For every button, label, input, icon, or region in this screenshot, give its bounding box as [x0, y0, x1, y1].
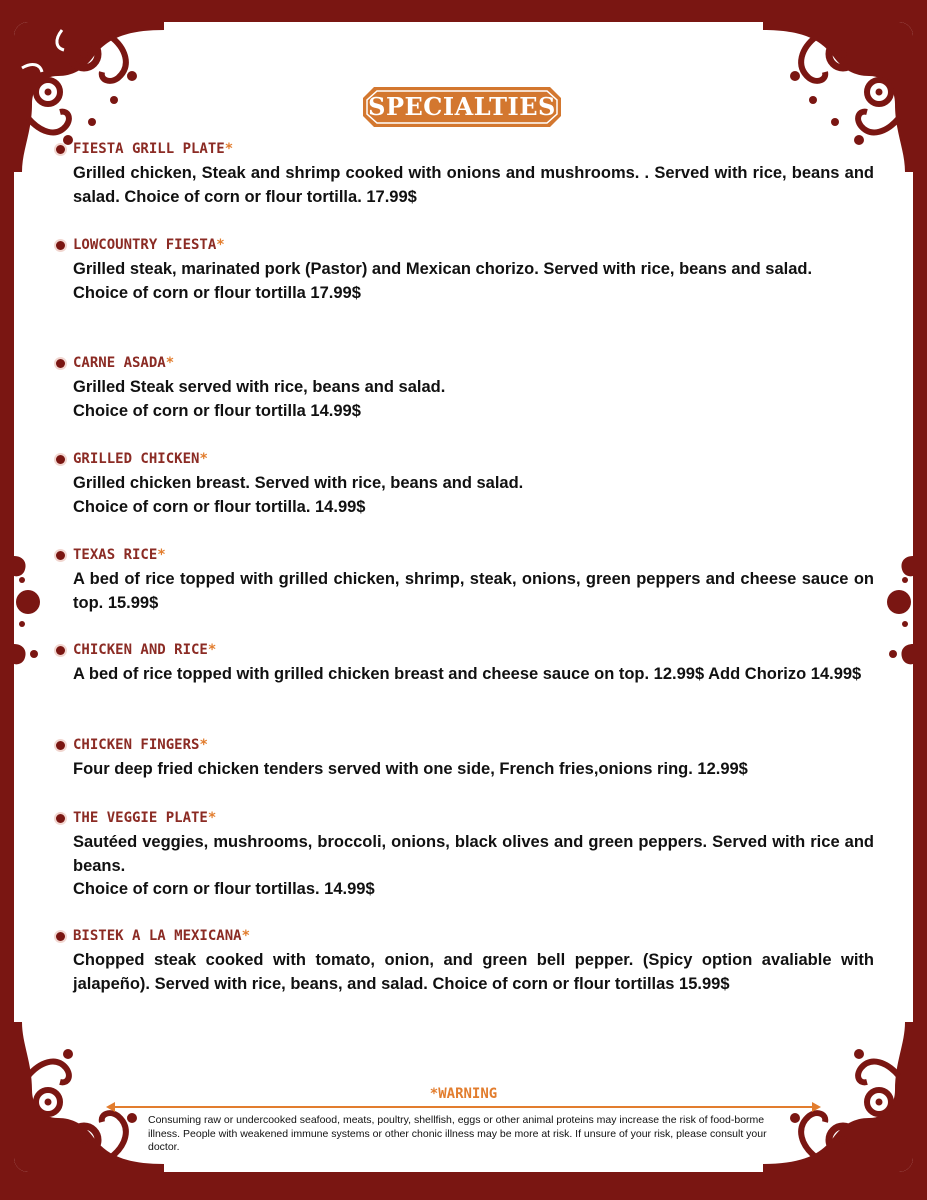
menu-item-title [73, 236, 225, 254]
menu-item-title [73, 354, 174, 372]
description-line: Grilled steak, marinated pork (Pastor) and Mexican chorizo. Served with rice, beans and salad. [73, 260, 813, 278]
description-line: Chopped steak cooked with tomato, onion, and green bell pepper. (Spicy option avaliable with jalapeño). Served with rice, beans, and salad. Choice of corn or flour tortillas 15.99$ [73, 951, 874, 993]
menu-page [14, 22, 913, 1172]
menu-item-name: CHICKEN AND RICE [73, 642, 208, 658]
menu-item-name: THE VEGGIE PLATE [73, 810, 208, 826]
warning-title: *WARNING [429, 1086, 498, 1102]
asterisk-mark: * [199, 737, 208, 753]
allergy-warning [106, 1086, 821, 1160]
asterisk-mark: * [207, 810, 217, 826]
bullet-icon [56, 551, 65, 560]
menu-item-name: TEXAS RICE [73, 547, 158, 563]
description-line: Four deep fried chicken tenders served with one side, French fries,onions ring. 12.99$ [73, 760, 748, 778]
description-line: Grilled chicken, Steak and shrimp cooked with onions and mushrooms. . Served with rice, beans and salad. Choice of corn or flour tortilla. 17.99$ [73, 164, 874, 206]
menu-item-name: FIESTA GRILL PLATE [73, 141, 225, 157]
menu-list [14, 22, 913, 1032]
description-line: Grilled Steak served with rice, beans and salad. [73, 378, 446, 396]
bullet-icon [56, 646, 65, 655]
description-line: A bed of rice topped with grilled chicken breast and cheese sauce on top. 12.99$ Add Chorizo 14.99$ [73, 665, 862, 683]
asterisk-mark: * [157, 547, 166, 563]
menu-item-name: CHICKEN FINGERS [73, 737, 200, 753]
menu-item-name: BISTEK A LA MEXICANA [73, 928, 242, 944]
bullet-icon [56, 814, 65, 823]
menu-item-description [73, 162, 874, 209]
description-line: A bed of rice topped with grilled chicken, shrimp, steak, onions, green peppers and cheese sauce on top. 15.99$ [73, 570, 874, 612]
page-title: SPECIALTIES [368, 92, 556, 121]
bullet-icon [56, 932, 65, 941]
description-line: Grilled chicken breast. Served with rice, beans and salad. [73, 474, 524, 492]
menu-item-title [73, 736, 208, 754]
asterisk-mark: * [216, 237, 225, 253]
warning-divider-arrow [106, 1100, 821, 1114]
menu-item-description [73, 758, 874, 782]
asterisk-mark: * [207, 642, 217, 658]
menu-item-description [73, 258, 874, 305]
menu-item-title [73, 546, 166, 564]
description-line: Sautéed veggies, mushrooms, broccoli, onions, black olives and green peppers. Served with rice and beans. [73, 833, 874, 875]
description-line: Choice of corn or flour tortilla. 14.99$ [73, 497, 366, 516]
menu-item-name: GRILLED CHICKEN [73, 451, 200, 467]
menu-item-description [73, 376, 874, 423]
bullet-icon [56, 455, 65, 464]
description-line: Choice of corn or flour tortillas. 14.99$ [73, 880, 375, 898]
asterisk-mark: * [224, 141, 234, 157]
bullet-icon [56, 145, 65, 154]
asterisk-mark: * [199, 451, 208, 467]
menu-item-title [73, 450, 208, 468]
description-line: Choice of corn or flour tortilla 14.99$ [73, 401, 361, 420]
bullet-icon [56, 741, 65, 750]
bullet-icon [56, 241, 65, 250]
description-line: Choice of corn or flour tortilla 17.99$ [73, 283, 361, 302]
menu-item-title [73, 809, 216, 827]
menu-item-title [73, 927, 250, 945]
menu-item-description [73, 949, 874, 996]
menu-item-name: CARNE ASADA [73, 355, 166, 371]
menu-item-name: LOWCOUNTRY FIESTA [73, 237, 217, 253]
menu-item-title [73, 641, 216, 659]
bullet-icon [56, 359, 65, 368]
warning-text: Consuming raw or undercooked seafood, meats, poultry, shellfish, eggs or other animal proteins may increase the risk of food-borme illness. People with weakened immune systems or other chonic illness may be more at risk. If unsure of your risk, please consult your doctor. [148, 1114, 767, 1153]
menu-item-description [73, 568, 874, 615]
asterisk-mark: * [165, 355, 175, 371]
menu-item-description [73, 831, 874, 902]
menu-item-title [73, 140, 233, 158]
menu-item-description [73, 472, 874, 519]
asterisk-mark: * [241, 928, 251, 944]
menu-item-description [73, 663, 874, 687]
